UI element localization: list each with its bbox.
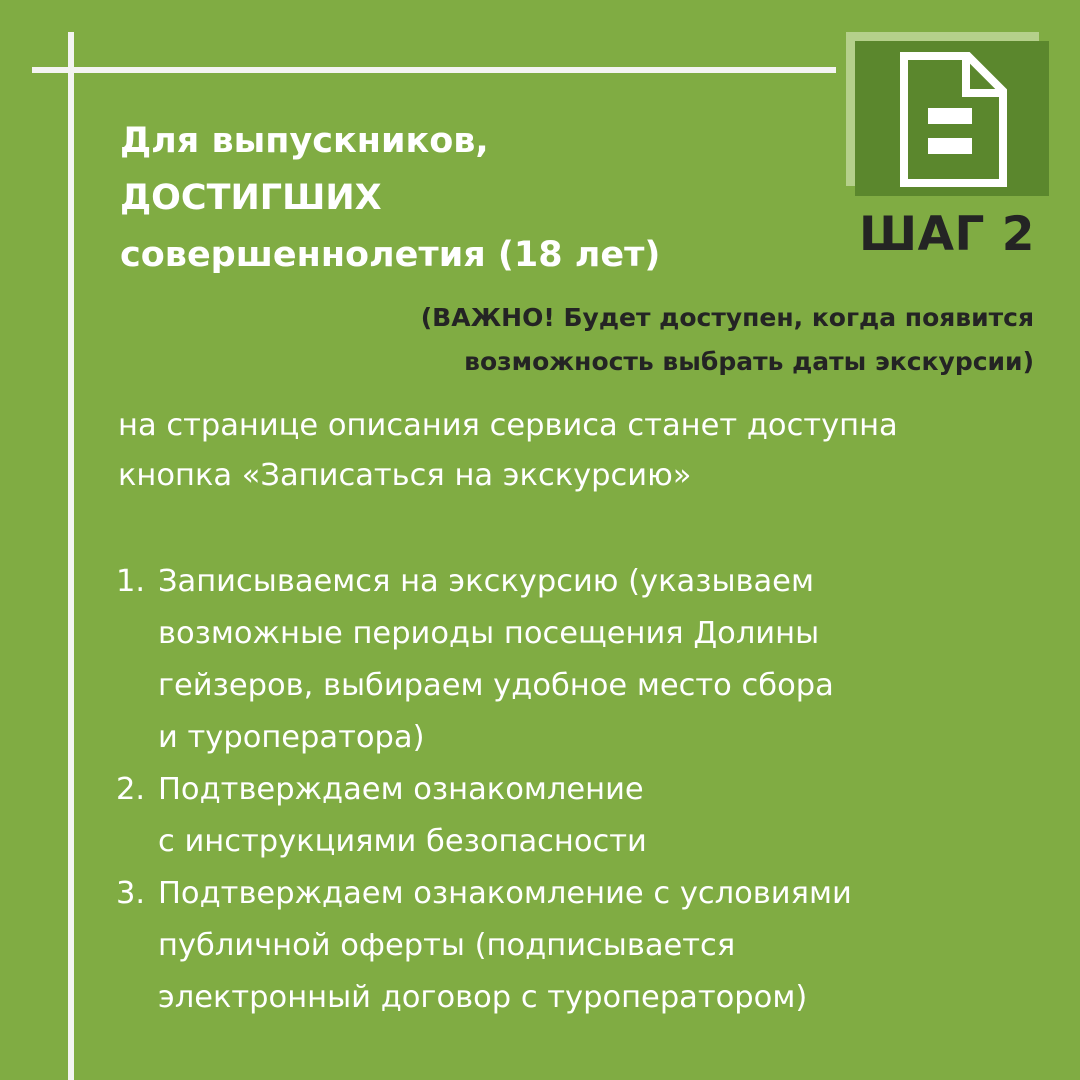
step-line: Записываемся на экскурсию (указываем xyxy=(158,564,814,599)
title-line: ДОСТИГШИХ xyxy=(120,178,382,218)
title-line: Для выпускников, xyxy=(120,121,489,161)
step-number: 2. xyxy=(116,772,146,807)
step-line: гейзеров, выбираем удобное место сбора xyxy=(158,668,834,703)
intro-text xyxy=(118,401,898,501)
list-item xyxy=(116,556,852,764)
frame-line-vertical xyxy=(68,32,74,1080)
page-title xyxy=(120,113,660,284)
important-notice xyxy=(421,296,1034,384)
step-line: возможные периоды посещения Долины xyxy=(158,616,820,651)
step-number: 1. xyxy=(116,564,146,599)
step-number: 3. xyxy=(116,876,146,911)
step-line: Подтверждаем ознакомление xyxy=(158,772,644,807)
steps-list xyxy=(116,556,852,1024)
step-badge xyxy=(846,32,1043,190)
document-icon xyxy=(900,52,1007,187)
list-item xyxy=(116,868,852,1024)
step-line: с инструкциями безопасности xyxy=(158,824,647,859)
step-text xyxy=(158,868,852,1024)
step-line: Подтверждаем ознакомление с условиями xyxy=(158,876,852,911)
step-line: публичной оферты (подписывается xyxy=(158,928,736,963)
intro-line: на странице описания сервиса станет доступна xyxy=(118,408,898,443)
step-line: электронный договор с туроператором) xyxy=(158,980,808,1015)
list-item xyxy=(116,764,852,868)
step-text xyxy=(158,556,834,764)
frame-line-horizontal xyxy=(32,67,836,73)
intro-line: кнопка «Записаться на экскурсию» xyxy=(118,458,692,493)
title-line: совершеннолетия (18 лет) xyxy=(120,235,661,275)
step-text xyxy=(158,764,647,868)
step-label: ШАГ 2 xyxy=(859,207,1035,262)
notice-line: (ВАЖНО! Будет доступен, когда появится xyxy=(420,303,1034,332)
step-line: и туроператора) xyxy=(158,720,425,755)
notice-line: возможность выбрать даты экскурсии) xyxy=(464,347,1034,376)
